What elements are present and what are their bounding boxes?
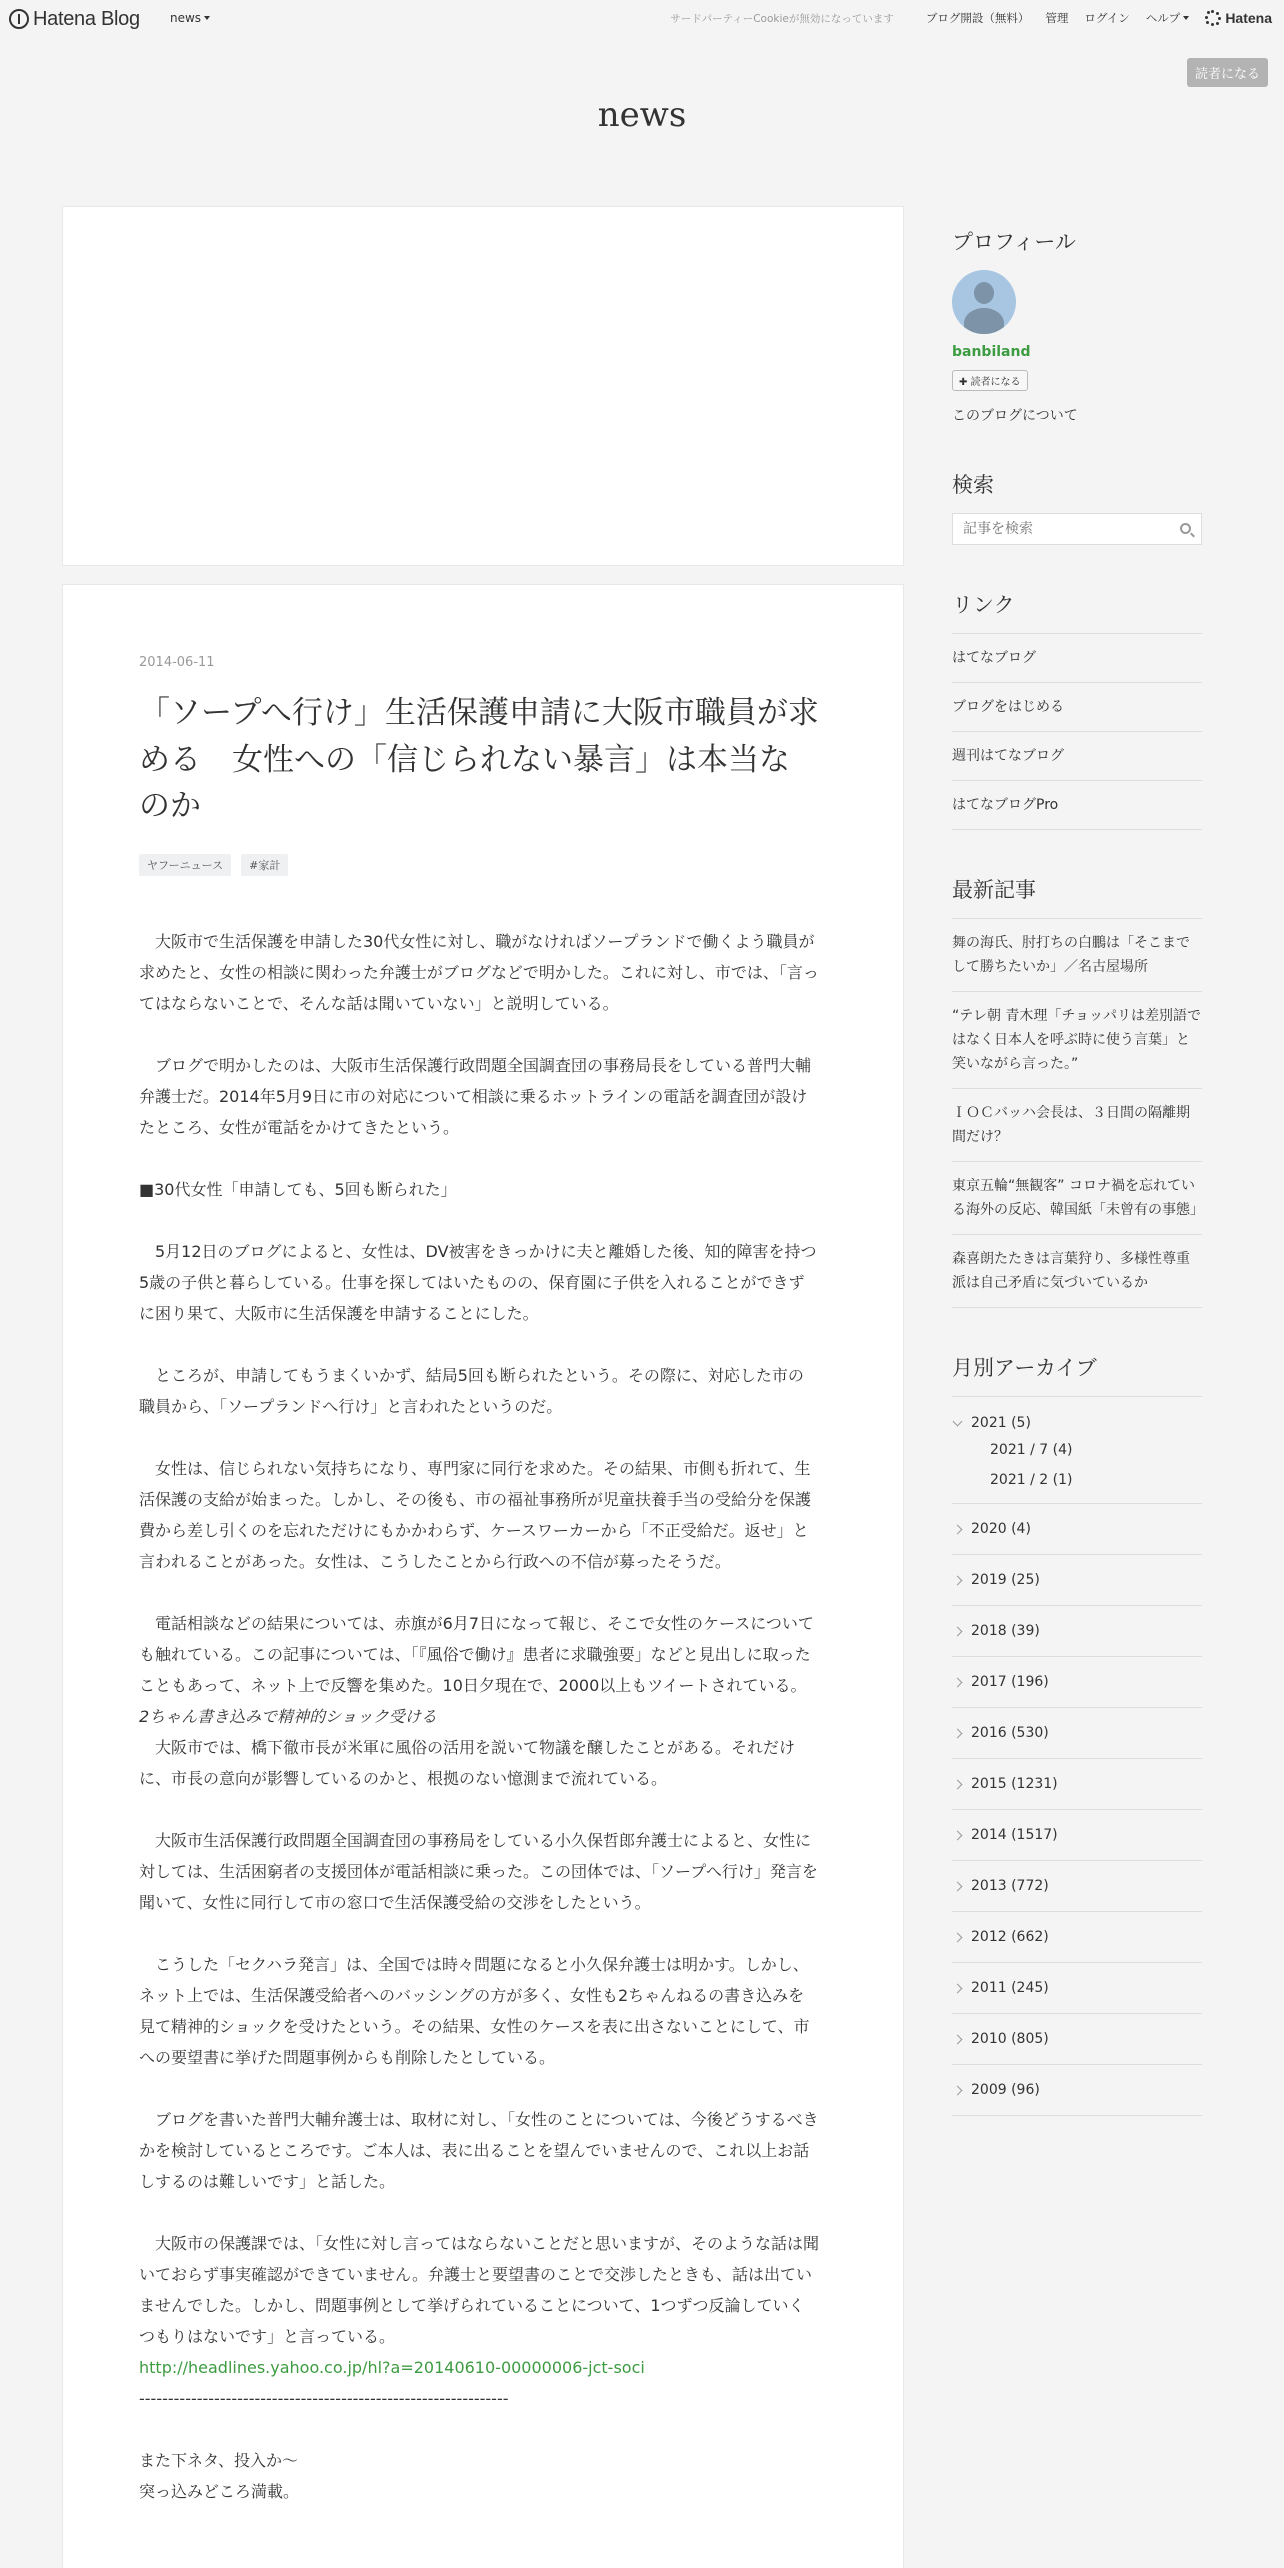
tag-kakei[interactable]: #家計 [241, 854, 288, 876]
open-blog-link[interactable]: ブログ開設（無料） [925, 11, 1030, 25]
archive-year-label[interactable]: 2021 (5) [971, 1415, 1031, 1431]
paragraph: 大阪市の保護課では、「女性に対し言ってはならないことだと思いますが、そのような話は聞いておらず事実確認ができていません。弁護士と要望書のことで交渉したときも、話は出ていませんでした。しかし、問題事例として挙げられていることについて、1つずつ反論していくつもりはないです」と言っている。 [139, 2233, 820, 2346]
archive-year[interactable] [952, 1708, 1202, 1759]
archive-year[interactable] [952, 1963, 1202, 2014]
archive-year[interactable] [952, 1810, 1202, 1861]
archive-year-label[interactable]: 2019 (25) [971, 1572, 1040, 1588]
subheading: 2ちゃん書き込みで精神的ショック受ける [139, 1706, 437, 1726]
link-item[interactable]: はてなブログ [952, 634, 1202, 683]
archive-year[interactable] [952, 2065, 1202, 2116]
chevron-right-icon[interactable] [953, 1524, 963, 1534]
link-item[interactable]: ブログをはじめる [952, 683, 1202, 732]
paragraph: ところが、申請してもうまくいかず、結局5回も断られたという。その際に、対応した市の職員から、「ソープランドへ行け」と言われたというのだ。 [139, 1365, 804, 1416]
archive-year[interactable] [952, 1912, 1202, 1963]
hatena-blog-logo[interactable] [9, 8, 140, 30]
archive-year[interactable] [952, 1555, 1202, 1606]
blog-title[interactable]: news [597, 95, 687, 135]
archive-year-label[interactable]: 2016 (530) [971, 1725, 1049, 1741]
blog-menu[interactable] [170, 11, 210, 25]
hatena-menu[interactable] [1205, 10, 1272, 26]
login-link[interactable]: ログイン [1084, 11, 1130, 25]
divider-text: ---------------------------------------------------------------- [139, 2388, 509, 2408]
search-title: 検索 [952, 473, 994, 497]
caret-down-icon [1183, 16, 1189, 20]
archive-year[interactable] [952, 1759, 1202, 1810]
paragraph: ブログを書いた普門大輔弁護士は、取材に対し、「女性のことについては、今後どうするべきかを検討しているところです。ご本人は、表に出ることを望んでいませんので、これ以上お話しするのは難しいです」と話した。 [139, 2109, 819, 2191]
archive-year[interactable] [952, 2014, 1202, 2065]
paragraph: 5月12日のブログによると、女性は、DV被害をきっかけに夫と離婚した後、知的障害を持つ5歳の子供と暮らしている。仕事を探してはいたものの、保育園に子供を入れることができずに困り果て、大阪市に生活保護を申請することにした。 [139, 1241, 817, 1323]
help-label: ヘルプ [1145, 11, 1181, 25]
recent-entry[interactable]: 舞の海氏、肘打ちの白鵬は「そこまでして勝ちたいか」／名古屋場所 [952, 919, 1202, 992]
global-header [0, 0, 1284, 36]
chevron-right-icon[interactable] [953, 1728, 963, 1738]
chevron-down-icon[interactable] [953, 1416, 963, 1426]
archive-year-label[interactable]: 2014 (1517) [971, 1827, 1058, 1843]
archive-year[interactable] [952, 1504, 1202, 1555]
hatena-dots-icon [1205, 10, 1221, 26]
search-box [952, 513, 1202, 545]
sidebar [952, 206, 1202, 2116]
chevron-right-icon[interactable] [953, 2085, 963, 2095]
entry-date[interactable]: 2014-06-11 [139, 655, 215, 670]
archive-year[interactable] [952, 1657, 1202, 1708]
avatar[interactable] [952, 270, 1016, 334]
chevron-right-icon[interactable] [953, 1677, 963, 1687]
archive-year-label[interactable]: 2015 (1231) [971, 1776, 1058, 1792]
chevron-right-icon[interactable] [953, 1932, 963, 1942]
logo-text: Hatena Blog [33, 7, 140, 30]
recent-entry[interactable]: 森喜朗たたきは言葉狩り、多様性尊重派は自己矛盾に気づいているか [952, 1235, 1202, 1308]
profile-name[interactable]: banbiland [952, 344, 1031, 360]
links-module [952, 589, 1202, 830]
about-link[interactable]: このブログについて [952, 408, 1078, 424]
blog-menu-label: news [170, 11, 202, 25]
search-icon[interactable] [1180, 523, 1191, 534]
closing-line: 突っ込みどころ満載。 [139, 2481, 300, 2501]
subscribe-button[interactable]: 読者になる [1187, 58, 1268, 87]
search-module [952, 469, 1202, 545]
paragraph: 大阪市生活保護行政問題全国調査団の事務局をしている小久保哲郎弁護士によると、女性に対しては、生活困窮者の支援団体が電話相談に乗った。この団体では、「ソープへ行け」発言を聞いて、女性に同行して市の窓口で生活保護受給の交渉をしたという。 [139, 1830, 818, 1912]
reader-button-label: 読者になる [970, 377, 1021, 388]
chevron-right-icon[interactable] [953, 1575, 963, 1585]
paragraph: 大阪市では、橋下徹市長が米軍に風俗の活用を説いて物議を醸したことがある。それだけに、市長の意向が影響しているのかと、根拠のない憶測まで流れている。 [139, 1737, 796, 1788]
search-input[interactable] [953, 514, 1163, 544]
profile-module [952, 226, 1202, 425]
closing-line: また下ネタ、投入か～ [139, 2450, 299, 2470]
link-item[interactable]: 週刊はてなブログ [952, 732, 1202, 781]
profile-title: プロフィール [952, 230, 1076, 254]
tag-yahoo-news[interactable]: ヤフーニュース [139, 854, 231, 876]
entry-content [139, 926, 819, 2507]
chevron-right-icon[interactable] [953, 1983, 963, 1993]
archive-year-label[interactable]: 2009 (96) [971, 2082, 1040, 2098]
recent-entry[interactable]: ＩＯＣバッハ会長は、３日間の隔離期間だけ？ [952, 1089, 1202, 1162]
paragraph: こうした「セクハラ発言」は、全国では時々問題になると小久保弁護士は明かす。しかし、ネット上では、生活保護受給者へのバッシングの方が多く、女性も2ちゃんねるの書き込みを見て精神的ショックを受けたという。その結果、女性のケースを表に出さないことにして、市への要望書に挙げた問題事例からも削除したとしている。 [139, 1954, 810, 2067]
entry-title[interactable]: 「ソープへ行け」生活保護申請に大阪市職員が求める 女性への「信じられない暴言」は本当なのか [139, 695, 819, 823]
header-menu [670, 10, 1272, 26]
hatena-logo-icon [9, 9, 29, 29]
entry-article [62, 584, 904, 2568]
archive-title: 月別アーカイブ [952, 1356, 1097, 1380]
archive-year-label[interactable]: 2018 (39) [971, 1623, 1040, 1639]
archive-year[interactable] [952, 1861, 1202, 1912]
recent-entry[interactable]: 東京五輪“無観客” コロナ禍を忘れている海外の反応、韓国紙「未曾有の事態」 [952, 1162, 1202, 1235]
recent-title: 最新記事 [952, 878, 1036, 902]
links-title: リンク [952, 593, 1015, 617]
archive-month[interactable]: 2021 / 7 (4) [990, 1442, 1073, 1458]
archive-module [952, 1352, 1202, 2116]
link-item[interactable]: はてなブログPro [952, 781, 1202, 830]
paragraph: 女性は、信じられない気持ちになり、専門家に同行を求めた。その結果、市側も折れて、生活保護の支給が始まった。しかし、その後も、市の福祉事務所が児童扶養手当の受給分を保護費から差し引くのを忘れただけにもかかわらず、ケースワーカーから「不正受給だ。返せ」と言われることがあった。女性は、こうしたことから行政への不信が募ったそうだ。 [139, 1458, 812, 1571]
chevron-right-icon[interactable] [953, 1626, 963, 1636]
chevron-right-icon[interactable] [953, 2034, 963, 2044]
archive-year-label[interactable]: 2012 (662) [971, 1929, 1049, 1945]
paragraph: ブログで明かしたのは、大阪市生活保護行政問題全国調査団の事務局長をしている普門大輔弁護士だ。2014年5月9日に市の対応について相談に乗るホットラインの電話を調査団が設けたところ、女性が電話をかけてきたという。 [139, 1055, 812, 1137]
source-link[interactable]: http://headlines.yahoo.co.jp/hl?a=20140610-00000006-jct-soci [139, 2357, 645, 2377]
admin-link[interactable]: 管理 [1045, 11, 1069, 25]
archive-year-open[interactable] [952, 1397, 1202, 1504]
paragraph: 大阪市で生活保護を申請した30代女性に対し、職がなければソープランドで働くよう職員が求めたと、女性の相談に関わった弁護士がブログなどで明かした。これに対し、市では、「言ってはならないことで、そんな話は聞いていない」と説明している。 [139, 931, 819, 1013]
archive-year-label[interactable]: 2013 (772) [971, 1878, 1049, 1894]
archive-year[interactable] [952, 1606, 1202, 1657]
archive-year-label[interactable]: 2011 (245) [971, 1980, 1049, 1996]
recent-entry[interactable]: “テレ朝 青木理「チョッパリは差別語ではなく日本人を呼ぶ時に使う言葉」と笑いながら言った。” [952, 992, 1202, 1089]
cookie-notice[interactable]: サードパーティーCookieが無効になっています [670, 12, 894, 25]
archive-month[interactable]: 2021 / 2 (1) [990, 1472, 1073, 1488]
caret-down-icon [204, 16, 210, 20]
hatena-brand: Hatena [1225, 10, 1272, 26]
entry-tags [139, 854, 819, 876]
section-heading: ■30代女性「申請しても、5回も断られた」 [139, 1179, 457, 1199]
chevron-right-icon[interactable] [953, 1881, 963, 1891]
archive-year-label[interactable]: 2017 (196) [971, 1674, 1049, 1690]
archive-year-label[interactable]: 2020 (4) [971, 1521, 1031, 1537]
help-menu[interactable] [1146, 10, 1190, 26]
chevron-right-icon[interactable] [953, 1830, 963, 1840]
archive-year-label[interactable]: 2010 (805) [971, 2031, 1049, 2047]
paragraph: 電話相談などの結果については、赤旗が6月7日になって報じ、そこで女性のケースについても触れている。この記事については、「『風俗で働け』患者に求職強要」などと見出しに取ったこともあって、ネット上で反響を集めた。10日夕現在で、2000以上もツイートされている。 [139, 1613, 814, 1695]
reader-button[interactable]: ✚ 読者になる [952, 370, 1028, 391]
ad-area [62, 206, 904, 566]
chevron-right-icon[interactable] [953, 1779, 963, 1789]
recent-module [952, 874, 1202, 1308]
